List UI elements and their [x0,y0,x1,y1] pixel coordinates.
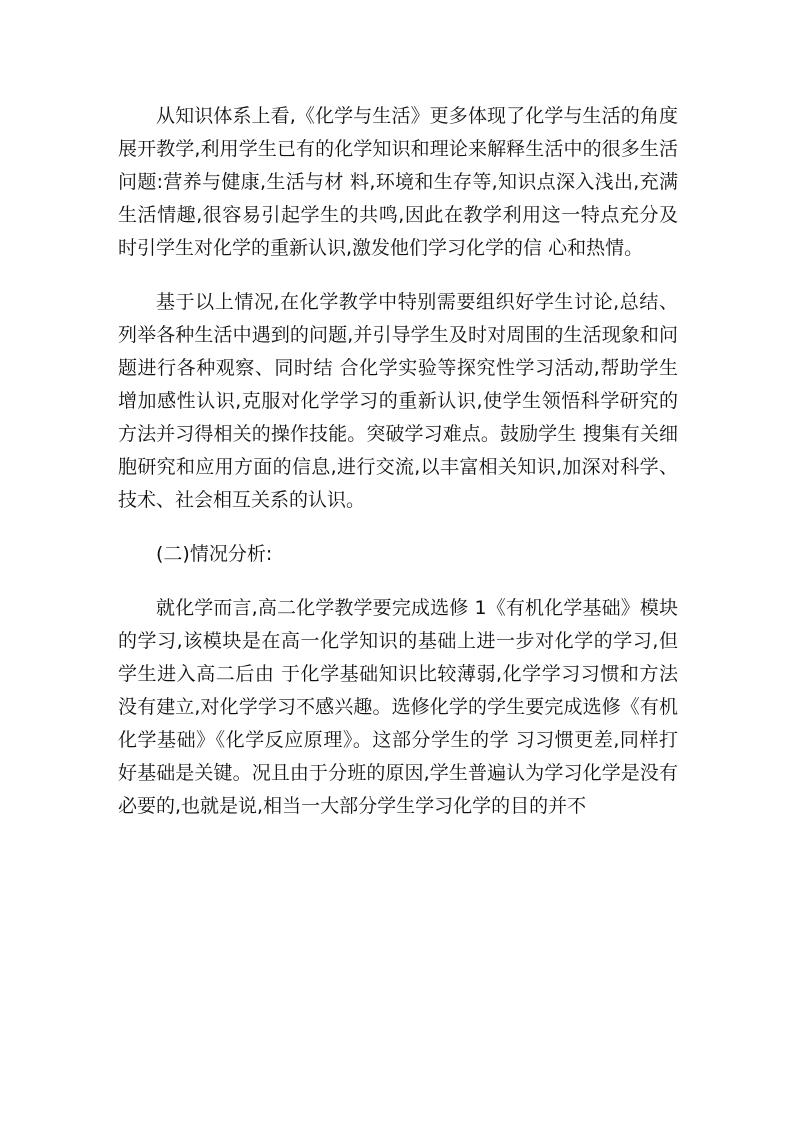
section-heading-situation-analysis: (二)情况分析: [156,543,273,565]
paragraph-situation-analysis: 就化学而言,高二化学教学要完成选修 1《有机化学基础》模块的学习,该模块是在高一化学知识的基础上进一步对化学的学习,但学生进入高二后由 于化学基础知识比较薄弱,化学学习习惯和方法没有建立,对化学学习不感兴趣。选修化学的学生要完成选修《有机化学基础》《化学反应原理》。这部分学生的学 习习惯更差,同样打好基础是关键。况且由于分班的原因,学生普遍认为学习化学是没有必要的,也就是说,相当一大部分学生学习化学的目的并不 [118,597,678,817]
document-page [118,100,678,844]
paragraph-knowledge-system: 从知识体系上看,《化学与生活》更多体现了化学与生活的角度展开教学,利用学生已有的化学知识和理论来解释生活中的很多生活问题:营养与健康,生活与材 料,环境和生存等,知识点深入浅出,充满生活情趣,很容易引起学生的共鸣,因此在教学利用这一特点充分及时引学生对化学的重新认识,激发他们学习化学的信 心和热情。 [118,105,678,259]
paragraph-teaching-approach: 基于以上情况,在化学教学中特别需要组织好学生讨论,总结、列举各种生活中遇到的问题,并引导学生及时对周围的生活现象和问题进行各种观察、同时结 合化学实验等探究性学习活动,帮助学生增加感性认识,克服对化学学习的重新认识,使学生领悟科学研究的方法并习得相关的操作技能。突破学习难点。鼓励学生 搜集有关细胞研究和应用方面的信息,进行交流,以丰富相关知识,加深对科学、技术、社会相互关系的认识。 [118,291,678,511]
